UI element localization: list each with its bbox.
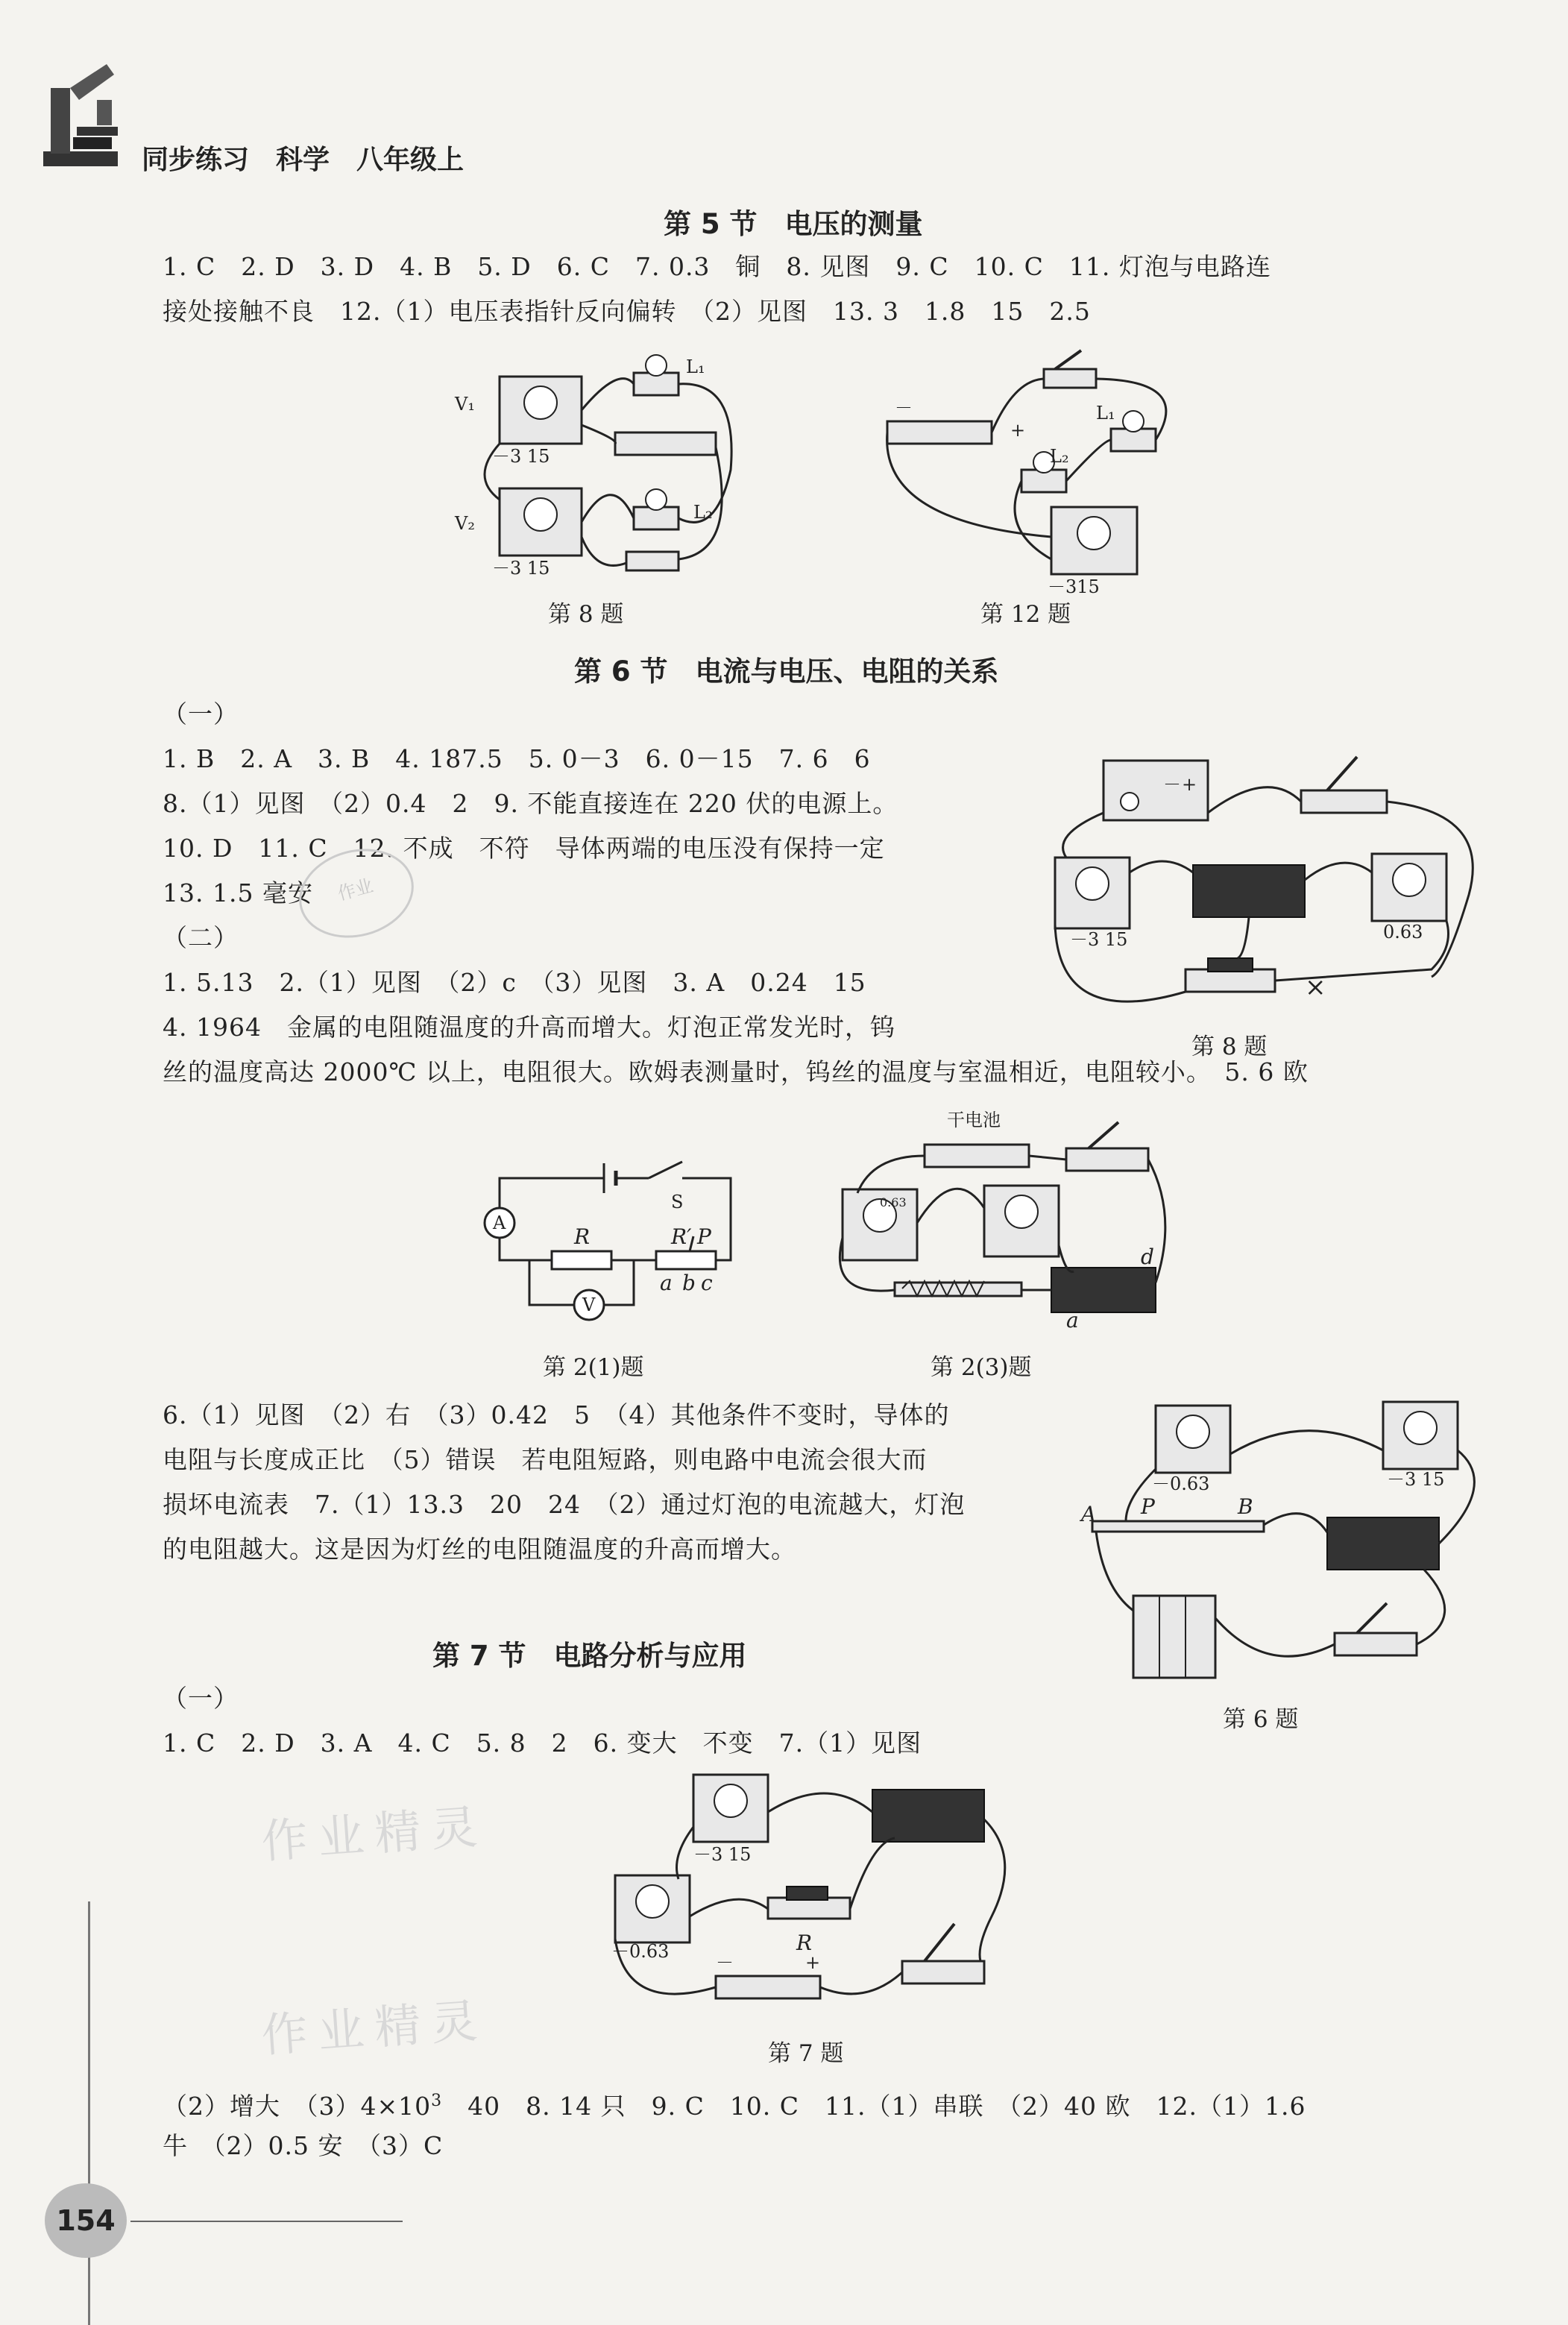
section-7-title: 第 7 节 电路分析与应用	[432, 1640, 747, 1672]
s7-line-2	[163, 2086, 1306, 2121]
fig12-l2-label: L₂	[1050, 446, 1069, 467]
footer-rule	[130, 2221, 403, 2222]
page-number-badge	[45, 2183, 127, 2258]
fig23-battery-label: 干电池	[947, 1110, 1001, 1130]
header-title: 同步练习 科学 八年级上	[142, 145, 465, 175]
s7-line-2-sup: 3	[431, 2092, 443, 2110]
fig21-ammeter: A	[493, 1212, 506, 1233]
caption-fig12: 第 12 题	[980, 601, 1071, 628]
caption-fig2-3: 第 2(3)题	[931, 1354, 1032, 1381]
fig21-voltmeter: V	[582, 1294, 596, 1315]
caption-fig8-s6: 第 8 题	[1191, 1033, 1268, 1060]
s6-line-8: 6.（1）见图 （2）右 （3）0.42 5 （4）其他条件不变时，导体的	[163, 1400, 950, 1429]
fig12-l1-label: L₁	[1096, 403, 1115, 424]
s7-line-3: 牛 （2）0.5 安 （3）C	[163, 2131, 444, 2160]
s6-part1-label: （一）	[163, 699, 239, 729]
fig12-plus: +	[1010, 420, 1026, 441]
s6-line-2: 8.（1）见图 （2）0.4 2 9. 不能直接连在 220 伏的电源上。	[163, 789, 898, 818]
fig21-rp: R′	[671, 1224, 692, 1249]
s7-line-1: 1. C 2. D 3. A 4. C 5. 8 2 6. 变大 不变 7.（1）见图	[163, 1728, 922, 1758]
fig6-a: A	[1081, 1502, 1097, 1526]
fig23-d: d	[1141, 1245, 1154, 1269]
fig8-v2-label: V₂	[455, 513, 475, 534]
fig8b-plus: +	[1182, 774, 1197, 795]
fig6-b: B	[1238, 1494, 1253, 1519]
fig8b-scale-1: －3 15	[1070, 929, 1128, 950]
fig8-l1-label: L₁	[686, 356, 705, 377]
s6-line-4: 13. 1.5 毫安	[163, 878, 313, 907]
fig23-a: a	[1066, 1308, 1079, 1333]
watermark-2: 作业精灵	[259, 1992, 490, 2063]
margin-line	[88, 1901, 90, 2325]
fig7-scale-1: －3 15	[693, 1844, 752, 1865]
s5-line-2: 接处接触不良 12.（1）电压表指针反向偏转 （2）见图 13. 3 1.8 15 2.5	[163, 297, 1091, 326]
caption-fig2-1: 第 2(1)题	[543, 1354, 644, 1381]
figure-7-circuit	[604, 1767, 1021, 2043]
figure-8-circuit	[447, 350, 746, 597]
s7-line-2-pre: （2）增大 （3）4×10	[163, 2092, 432, 2121]
fig7-r: R	[796, 1931, 813, 1955]
fig8-scale-1: －3 15	[492, 446, 550, 467]
fig6-p: P	[1141, 1494, 1155, 1519]
figure-12-circuit	[880, 336, 1193, 597]
fig7-scale-2: －0.63	[611, 1941, 670, 1962]
figure-2-3-circuit	[828, 1104, 1171, 1333]
figure-8b-circuit	[1044, 746, 1491, 1029]
fig6-scale-2: －3 15	[1387, 1469, 1445, 1490]
section-6-title: 第 6 节 电流与电压、电阻的关系	[574, 655, 999, 688]
s6-line-5: 1. 5.13 2.（1）见图 （2）c （3）见图 3. A 0.24 15	[163, 968, 866, 997]
fig12-scale: －315	[1048, 576, 1100, 597]
s7-part1-label: （一）	[163, 1684, 239, 1713]
fig21-b: b	[682, 1271, 696, 1295]
s5-line-1: 1. C 2. D 3. D 4. B 5. D 6. C 7. 0.3 铜 8. 见图 9. C 10. C 11. 灯泡与电路连	[163, 252, 1271, 281]
fig21-a: a	[660, 1271, 673, 1295]
s6-line-9: 电阻与长度成正比 （5）错误 若电阻短路，则电路中电流会很大而	[163, 1445, 928, 1474]
s6-part2-label: （二）	[163, 923, 239, 952]
s6-line-6: 4. 1964 金属的电阻随温度的升高而增大。灯泡正常发光时，钨	[163, 1013, 895, 1042]
fig8-v1-label: V₁	[455, 394, 475, 415]
stamp: 作业	[289, 837, 424, 950]
caption-fig7: 第 7 题	[768, 2040, 844, 2067]
section-5-title: 第 5 节 电压的测量	[664, 208, 923, 240]
s6-line-3: 10. D 11. C 12. 不成 不符 导体两端的电压没有保持一定	[163, 834, 885, 863]
fig21-r: R	[574, 1224, 591, 1249]
s6-line-10: 损坏电流表 7.（1）13.3 20 24 （2）通过灯泡的电流越大，灯泡	[163, 1490, 966, 1519]
caption-fig6: 第 6 题	[1223, 1706, 1299, 1733]
s6-line-7: 丝的温度高达 2000℃ 以上，电阻很大。欧姆表测量时，钨丝的温度与室温相近，电阻较小。 5. 6 欧	[163, 1057, 1309, 1086]
fig23-scale-a: 0.63	[880, 1195, 907, 1209]
fig8b-minus: －	[1163, 774, 1181, 795]
figure-2-1-schematic	[470, 1148, 753, 1335]
fig8b-cross: ×	[1305, 972, 1326, 1002]
fig7-plus: +	[805, 1952, 821, 1973]
fig6-scale-1: －0.63	[1152, 1473, 1210, 1494]
fig21-p: P	[697, 1224, 711, 1249]
caption-fig8-s5: 第 8 题	[548, 601, 624, 628]
microscope-icon	[36, 58, 125, 170]
fig21-c: c	[701, 1271, 713, 1295]
s6-line-1: 1. B 2. A 3. B 4. 187.5 5. 0－3 6. 0－15 7. 6 6	[163, 744, 871, 773]
fig8-l2-label: L₂	[693, 502, 713, 523]
fig21-s: S	[671, 1192, 684, 1212]
fig12-minus: －	[895, 397, 913, 418]
fig8-scale-2: －3 15	[492, 558, 550, 579]
fig8b-scale-2: 0.63	[1383, 922, 1423, 943]
s6-line-11: 的电阻越大。这是因为灯丝的电阻随温度的升高而增大。	[163, 1535, 796, 1564]
page-number: 154	[56, 2204, 116, 2237]
watermark-1: 作业精灵	[259, 1799, 490, 1869]
s7-line-2-post: 40 8. 14 只 9. C 10. C 11.（1）串联 （2）40 欧 12.（1）1.6	[442, 2092, 1306, 2121]
figure-6-circuit	[1081, 1394, 1499, 1693]
fig7-minus: －	[716, 1952, 734, 1973]
